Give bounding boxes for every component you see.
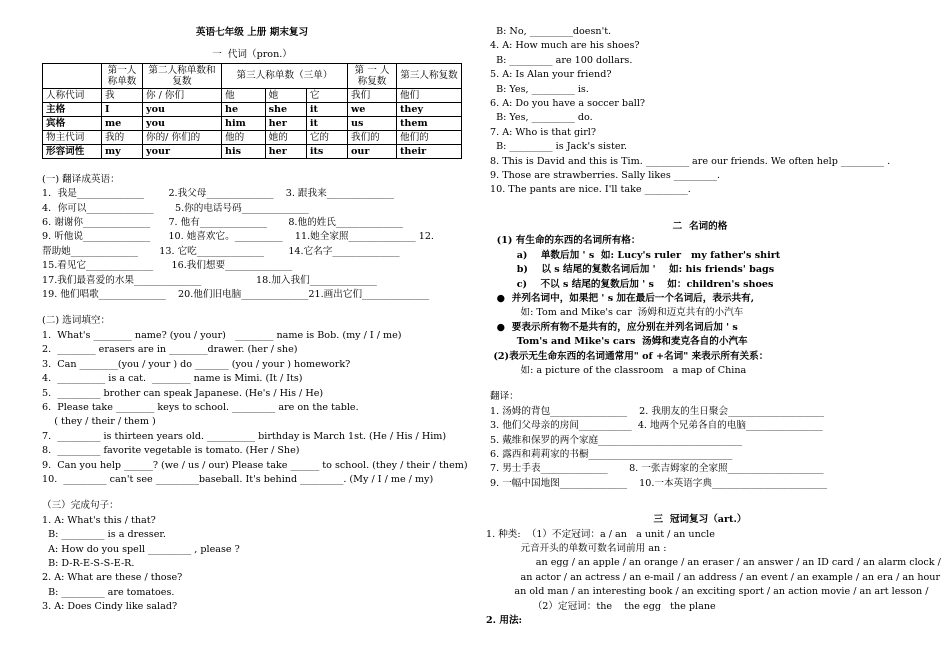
pronoun-table (42, 63, 462, 159)
exercise-3-line: B: _________ are 100 dollars. (490, 54, 633, 66)
exercise-3-title: （三）完成句子： (42, 500, 119, 512)
document-title: 英语七年级 上册 期末复习 (195, 27, 309, 38)
exercise-3-line: B: No, _________doesn't. (490, 26, 612, 37)
article-line: 1. 种类: （1）不定冠词：a / an a unit / an uncle (486, 528, 715, 540)
grammar-line: ● 要表示所有物不是共有的，应分别在并列名词后加 ' s (490, 321, 738, 333)
section-noun-case-title: 二 名词的格 (672, 220, 728, 232)
exercise-2-line: 5. _________ brother can speak Japanese. (He's / His / He) (42, 387, 324, 399)
table-cell: 第一人称单数 (102, 63, 143, 88)
table-cell (43, 63, 102, 88)
table-cell: you (143, 102, 222, 116)
table-cell: our (348, 144, 397, 158)
grammar-line: 如: Tom and Mike's car 汤姆和迈克共有的小汽车 (490, 307, 744, 319)
table-cell: his (222, 144, 266, 158)
exercise-2-title: (二) 选词填空： (42, 315, 111, 327)
translation-title: 翻译： (490, 391, 519, 403)
table-cell: 你 / 你们 (143, 88, 222, 102)
translation-line: 7. 男士手表______________ 8. 一张吉姆家的全家照____________________ (490, 463, 824, 475)
table-cell: 形容词性 (43, 144, 102, 158)
table-cell: 我的 (102, 130, 143, 144)
table-cell: I (102, 102, 143, 116)
translation-line: 9. 一幅中国地图______________ 10.一本英语字典________________________ (490, 477, 828, 489)
table-cell: 第三人称复数 (397, 63, 462, 88)
table-cell: we (348, 102, 397, 116)
table-cell: 第 一 人称复数 (348, 63, 397, 88)
grammar-line: a) 单数后加 ' s 如: Lucy's ruler my father's shirt (490, 249, 781, 261)
exercise-2-line: ( they / their / them ) (42, 416, 156, 428)
table-cell: us (348, 116, 397, 130)
exercise-3-line: 10. The pants are nice. I'll take _________. (490, 184, 691, 196)
grammar-line: (2)表示无生命东西的名词通常用" of +名词" 来表示所有关系： (490, 350, 769, 362)
table-cell: it (306, 102, 347, 116)
exercise-2-line: 10. _________ can't see _________baseball. It's behind _________. (My / I / me / my) (42, 473, 434, 485)
table-cell: 它的 (306, 130, 347, 144)
exercise-3-line: B: _________ is Jack's sister. (490, 141, 628, 153)
exercise-2-line: 9. Can you help ______? (we / us / our) Please take ______ to school. (they / their / them) (42, 459, 468, 471)
exercise-3-line: 4. A: How much are his shoes? (490, 40, 640, 52)
table-cell: it (306, 116, 347, 130)
left-column (42, 0, 468, 615)
table-cell: 主格 (43, 102, 102, 116)
exercise-1-line: 1．我是______________ 2.我父母______________ 3. 跟我来______________ (42, 188, 394, 200)
exercise-2-line: 7. _________ is thirteen years old. __________ birthday is March 1st. (He / His / Him) (42, 430, 447, 442)
exercise-1-line: 15.看见它______________ 16.我们想要______________ (42, 260, 293, 272)
article-line: an actor / an actress / an e-mail / an address / an event / an example / an era / an hour (490, 571, 941, 583)
table-cell: its (306, 144, 347, 158)
table-cell: her (265, 116, 306, 130)
exercise-3-line: 2. A: What are these / those? (42, 572, 183, 584)
translation-line: 6. 露西和莉莉家的书橱______________________________ (490, 448, 733, 460)
table-cell: 我们 (348, 88, 397, 102)
table-row (43, 116, 462, 130)
exercise-3-line: B: Yes, _________ do. (490, 112, 593, 124)
table-cell: 它 (306, 88, 347, 102)
right-column (486, 0, 941, 628)
table-cell: 他的 (222, 130, 266, 144)
article-line: an old man / an interesting book / an exciting sport / an action movie / an art lesson / (490, 586, 929, 598)
exercise-1-line: 19. 他们唱歌______________ 20.他们旧电脑______________21.画出它们______________ (42, 289, 430, 301)
exercise-3-line: 1. A: What's this / that? (42, 514, 156, 526)
exercise-1-line: 4．你可以______________ 5.你的电话号码______________ (42, 202, 309, 214)
table-cell: 你的/ 你们的 (143, 130, 222, 144)
exercise-3-line: 5. A: Is Alan your friend? (490, 69, 612, 81)
table-cell: them (397, 116, 462, 130)
table-cell: their (397, 144, 462, 158)
table-cell: 人称代词 (43, 88, 102, 102)
exercise-2-line: 3. Can ________(you / your ) do _______ (you / your ) homework? (42, 358, 351, 370)
table-cell: she (265, 102, 306, 116)
table-cell: her (265, 144, 306, 158)
table-cell: 他们 (397, 88, 462, 102)
table-cell: they (397, 102, 462, 116)
article-line: （2）定冠词：the the egg the plane (490, 600, 716, 612)
exercise-3-line: 8. This is David and this is Tim. _________ are our friends. We often help _________ . (490, 155, 891, 167)
exercise-3-line: B: Yes, _________ is. (490, 83, 589, 95)
table-row (43, 144, 462, 158)
table-row (43, 88, 462, 102)
translation-line: 1. 汤姆的背包________________ 2. 我朋友的生日聚会____________________ (490, 405, 825, 417)
grammar-line: 如: a picture of the classroom a map of China (490, 364, 747, 376)
article-line: 元音开头的单数可数名词前用 an : (490, 543, 667, 554)
exercise-3-line: 3. A: Does Cindy like salad? (42, 601, 178, 613)
exercise-3-line: 9. Those are strawberries. Sally likes _________. (490, 170, 721, 182)
table-cell: him (222, 116, 266, 130)
table-header-row (43, 63, 462, 88)
table-cell: 宾格 (43, 116, 102, 130)
exercise-3-line: 6. A: Do you have a soccer ball? (490, 98, 646, 110)
translation-line: 5. 戴维和保罗的两个家庭______________________________ (490, 434, 743, 446)
exercise-1-line: 17.我们最喜爱的水果______________ 18.加入我们______________ (42, 274, 377, 286)
section-pronoun-title: 一 代词（pron.） (212, 49, 292, 61)
table-cell: 物主代词 (43, 130, 102, 144)
section-article-title: 三 冠词复习（art.） (653, 514, 747, 526)
exercise-3-line: B: _________ are tomatoes. (42, 586, 175, 598)
translation-line: 3. 他们父母亲的房间___________ 4. 地两个兄弟各自的电脑________________ (490, 420, 823, 432)
table-cell: my (102, 144, 143, 158)
table-cell: 她 (265, 88, 306, 102)
table-cell: 第三人称单数（三单） (222, 63, 348, 88)
exercise-1-line: 9. 听他说______________ 10. 她喜欢它。__________ 11.她全家照______________ 12. (42, 231, 434, 243)
table-cell: your (143, 144, 222, 158)
exercise-2-line: 8. _________ favorite vegetable is tomato. (Her / She) (42, 445, 300, 457)
exercise-3-line: 7. A: Who is that girl? (490, 126, 596, 138)
table-row (43, 102, 462, 116)
table-cell: 我们的 (348, 130, 397, 144)
grammar-line: ● 并列名词中，如果把 ' s 加在最后一个名词后，表示共有, (490, 292, 755, 304)
exercise-3-line: B: D-R-E-S-S-E-R. (42, 557, 135, 569)
exercise-1-title: (一) 翻译成英语： (42, 173, 120, 185)
table-row (43, 130, 462, 144)
exercise-3-line: A: How do you spell _________ , please ? (42, 543, 240, 555)
exercise-2-line: 2. ________ erasers are in ________drawer. (her / she) (42, 344, 298, 356)
article-line: an egg / an apple / an orange / an eraser / an answer / an ID card / an alarm clock / (490, 557, 941, 569)
table-cell: 我 (102, 88, 143, 102)
article-line: 2. 用法: (486, 615, 523, 627)
table-cell: you (143, 116, 222, 130)
grammar-line: b) 以 s 结尾的复数名词后加 ' 如: his friends' bags (490, 264, 775, 276)
grammar-line: (1) 有生命的东西的名词所有格： (490, 235, 641, 247)
table-cell: 他们的 (397, 130, 462, 144)
table-cell: 他 (222, 88, 266, 102)
exercise-2-line: 4. __________ is a cat. ________ name is Mimi. (It / Its) (42, 373, 303, 385)
exercise-1-line: 帮助她______________ 13. 它吃______________ 14.它名字______________ (42, 245, 400, 257)
table-cell: 她的 (265, 130, 306, 144)
grammar-line: Tom's and Mike's cars 汤姆和麦克各自的小汽车 (490, 336, 748, 348)
exercise-2-line: 1. What's ________ name? (you / your) ________ name is Bob. (my / I / me) (42, 329, 402, 341)
table-cell: 第二人称单数和复数 (143, 63, 222, 88)
grammar-line: c) 不以 s 结尾的复数后加 ' s 如：children's shoes (490, 278, 774, 290)
exercise-2-line: 6. Please take ________ keys to school. _________ are on the table. (42, 401, 359, 413)
table-cell: he (222, 102, 266, 116)
exercise-1-line: 6. 谢谢你______________ 7. 他有______________ 8.他的姓氏______________ (42, 217, 404, 229)
exercise-3-line: B: _________ is a dresser. (42, 529, 166, 541)
table-cell: me (102, 116, 143, 130)
